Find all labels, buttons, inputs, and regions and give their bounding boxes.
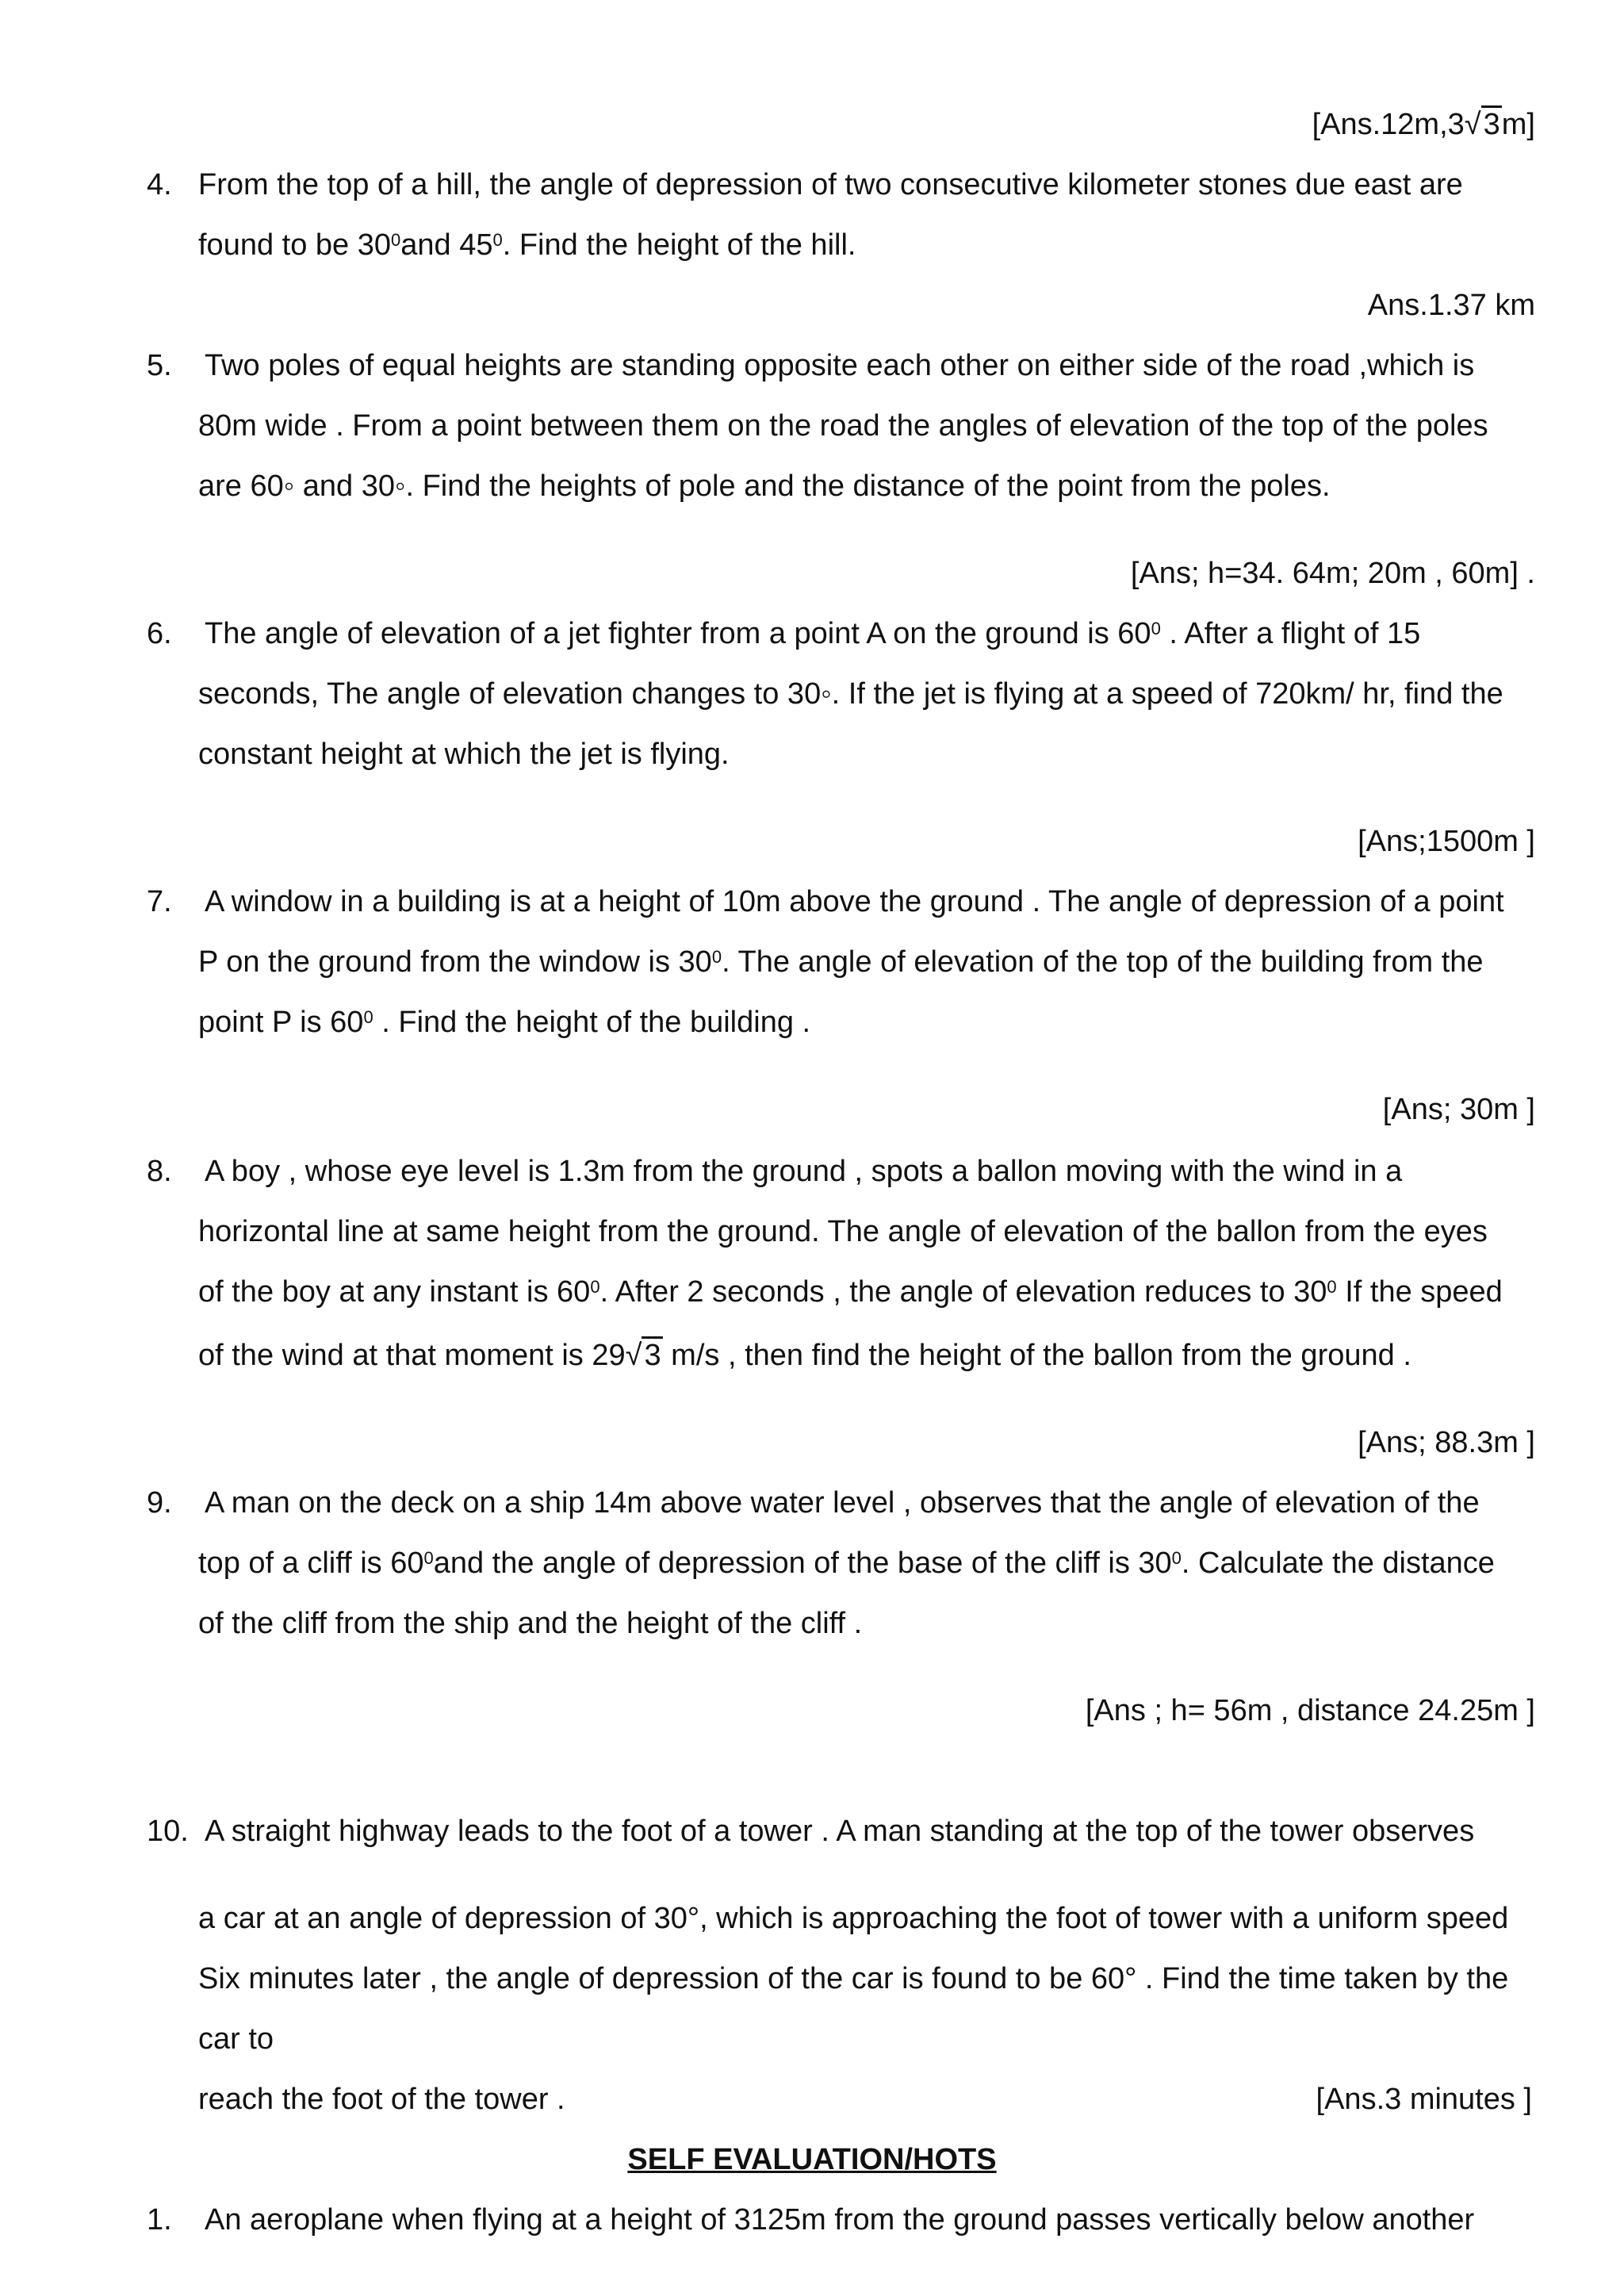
question-6-line-2: seconds, The angle of elevation changes to 30◦. If the jet is flying at a speed of 720km/ hr, find the [198,677,1503,711]
question-9-line-1: A man on the deck on a ship 14m above water level , observes that the angle of elevation of the [205,1486,1480,1520]
hots-1-number: 1. [147,2203,172,2237]
previous-answer: [Ans.12m,3√3m] [1312,106,1535,143]
question-10-line-1: A straight highway leads to the foot of a tower . A man standing at the top of the tower observes [205,1815,1475,1848]
question-10-line-5: reach the foot of the tower . [198,2083,565,2116]
question-10-line-3: Six minutes later , the angle of depression of the car is found to be 60° . Find the time taken by the [198,1962,1509,1995]
question-9-line-2: top of a cliff is $60^0and$ the angle of depression of the base of the cliff is $30^0$. Calculate the distance [198,1547,1495,1580]
question-4-number: 4. [147,168,172,201]
question-10-line-2: a car at an angle of depression of 30°, which is approaching the foot of tower with a uniform speed [198,1902,1509,1935]
question-7-number: 7. [147,885,172,918]
question-5-answer: [Ans; h=34. 64m; 20m , 60m] . [1130,557,1535,590]
question-9-line-3: of the cliff from the ship and the height of the cliff . [198,1607,863,1640]
question-8-line-2: horizontal line at same height from the ground. The angle of elevation of the ballon from the eyes [198,1215,1488,1248]
question-8-line-3: of the boy at any instant is $60^0$. After 2 seconds , the angle of elevation reduces to $30^0$ If the speed [198,1275,1503,1309]
question-10-number: 10. [147,1815,189,1848]
question-4-line-2: found to be $30^0and$ $45^0$. Find the height of the hill. [198,228,856,262]
question-6-line-3: constant height at which the jet is flying. [198,738,730,771]
question-10-line-4: car to [198,2022,274,2056]
question-8-line-1: A boy , whose eye level is 1.3m from the ground , spots a ballon moving with the wind in a [205,1155,1403,1188]
question-5-line-2: 80m wide . From a point between them on the road the angles of elevation of the top of the poles [198,409,1488,443]
question-8-number: 8. [147,1155,172,1188]
question-9-number: 9. [147,1486,172,1520]
section-heading: SELF EVALUATION/HOTS [627,2143,997,2176]
question-6-number: 6. [147,617,172,650]
question-5-number: 5. [147,349,172,382]
question-10-answer: [Ans.3 minutes ] [1316,2083,1532,2116]
question-7-line-2: P on the ground from the window is $30^0$. The angle of elevation of the top of the building from the [198,945,1484,979]
question-5-line-1: Two poles of equal heights are standing opposite each other on either side of the road ,which is [205,349,1475,382]
question-6-answer: [Ans;1500m ] [1358,825,1535,858]
question-8-answer: [Ans; 88.3m ] [1358,1426,1535,1459]
question-9-answer: [Ans ; h= 56m , distance 24.25m ] [1085,1694,1535,1727]
question-8-line-4: of the wind at that moment is 29√3 m/s , then find the height of the ballon from the ground . [198,1337,1411,1374]
question-5-line-3: are 60◦ and 30◦. Find the heights of pole and the distance of the point from the poles. [198,470,1331,503]
question-7-line-1: A window in a building is at a height of 10m above the ground . The angle of depression of a point [205,885,1504,918]
question-7-answer: [Ans; 30m ] [1382,1093,1535,1126]
question-7-line-3: point P is $60^0$ . Find the height of the building . [198,1006,811,1039]
hots-1-line-1: An aeroplane when flying at a height of 3125m from the ground passes vertically below another [205,2203,1475,2237]
question-4-line-1: From the top of a hill, the angle of depression of two consecutive kilometer stones due east are [198,168,1463,201]
question-4-answer: Ans.1.37 km [1367,289,1535,322]
question-6-line-1: The angle of elevation of a jet fighter from a point A on the ground is $60^0$ . After a flight of 15 [205,617,1421,650]
